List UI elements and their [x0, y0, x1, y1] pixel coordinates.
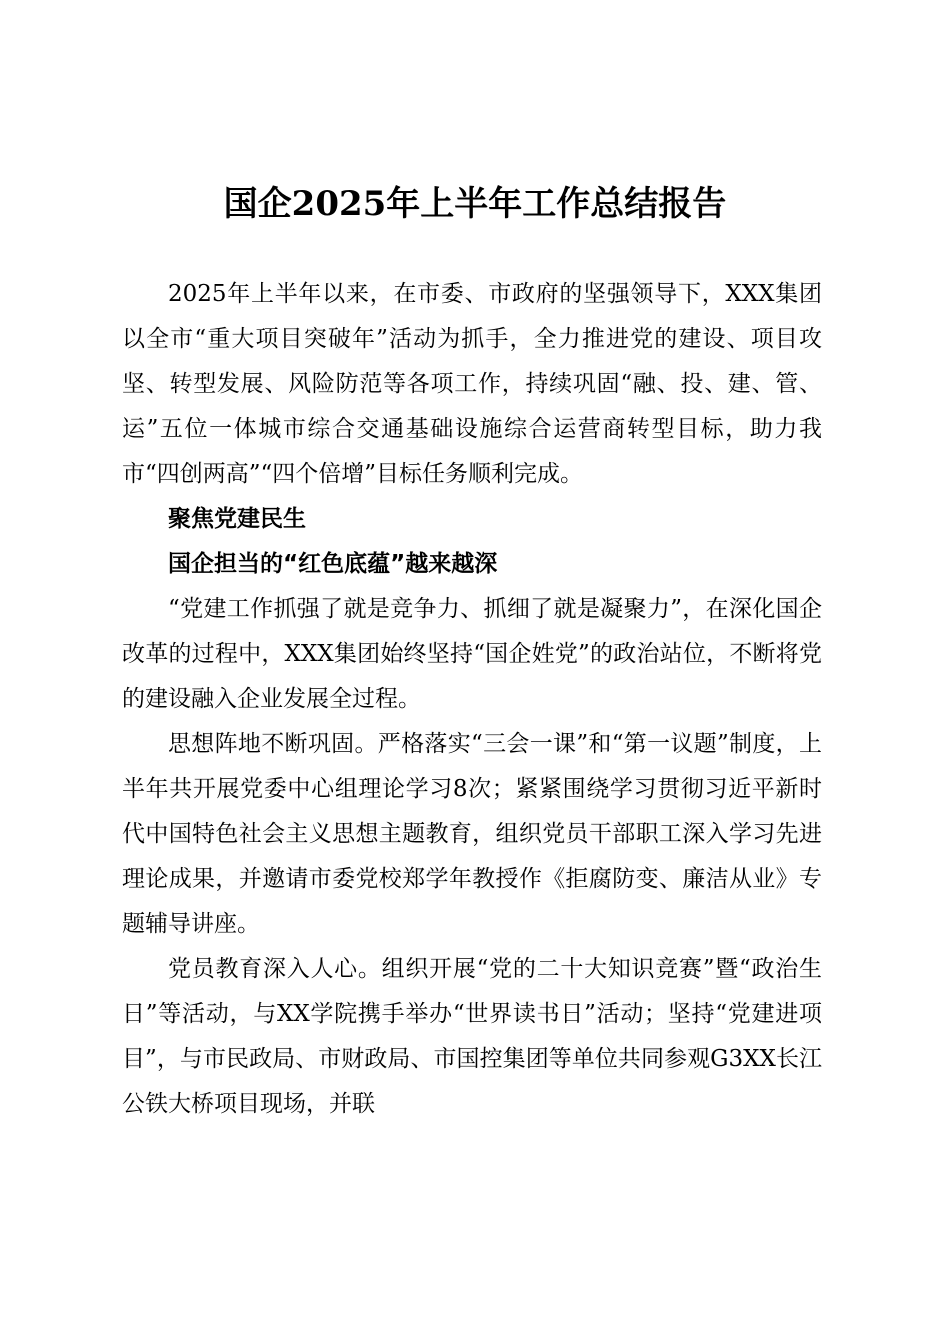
section-heading-party-building: 聚焦党建民生	[168, 506, 306, 532]
section-subheading-red-heritage: 国企担当的“红色底蕴”越来越深	[168, 551, 498, 577]
body-paragraph: 党员教育深入人心。组织开展“党的二十大知识竞赛”暨“政治生日”等活动，与XX学院携手举办“世界读书日”活动；坚持“党建进项目”，与市民政局、市财政局、市国控集团等单位共同参观G3XX长江公铁大桥项目现场，并联	[122, 956, 822, 1117]
document-body	[122, 272, 822, 1127]
document-title: 国企2025年上半年工作总结报告	[223, 184, 727, 224]
intro-paragraph: 2025年上半年以来，在市委、市政府的坚强领导下，XXX集团以全市“重大项目突破年”活动为抓手，全力推进党的建设、项目攻坚、转型发展、风险防范等各项工作，持续巩固“融、投、建、管、运”五位一体城市综合交通基础设施综合运营商转型目标，助力我市“四创两高”“四个倍增”目标任务顺利完成。	[122, 281, 822, 487]
body-paragraph: 思想阵地不断巩固。严格落实“三会一课”和“第一议题”制度，上半年共开展党委中心组理论学习8次；紧紧围绕学习贯彻习近平新时代中国特色社会主义思想主题教育，组织党员干部职工深入学习先进理论成果，并邀请市委党校郑学年教授作《拒腐防变、廉洁从业》专题辅导讲座。	[122, 731, 822, 937]
body-paragraph: “党建工作抓强了就是竞争力、抓细了就是凝聚力”，在深化国企改革的过程中，XXX集团始终坚持“国企姓党”的政治站位，不断将党的建设融入企业发展全过程。	[122, 596, 822, 712]
